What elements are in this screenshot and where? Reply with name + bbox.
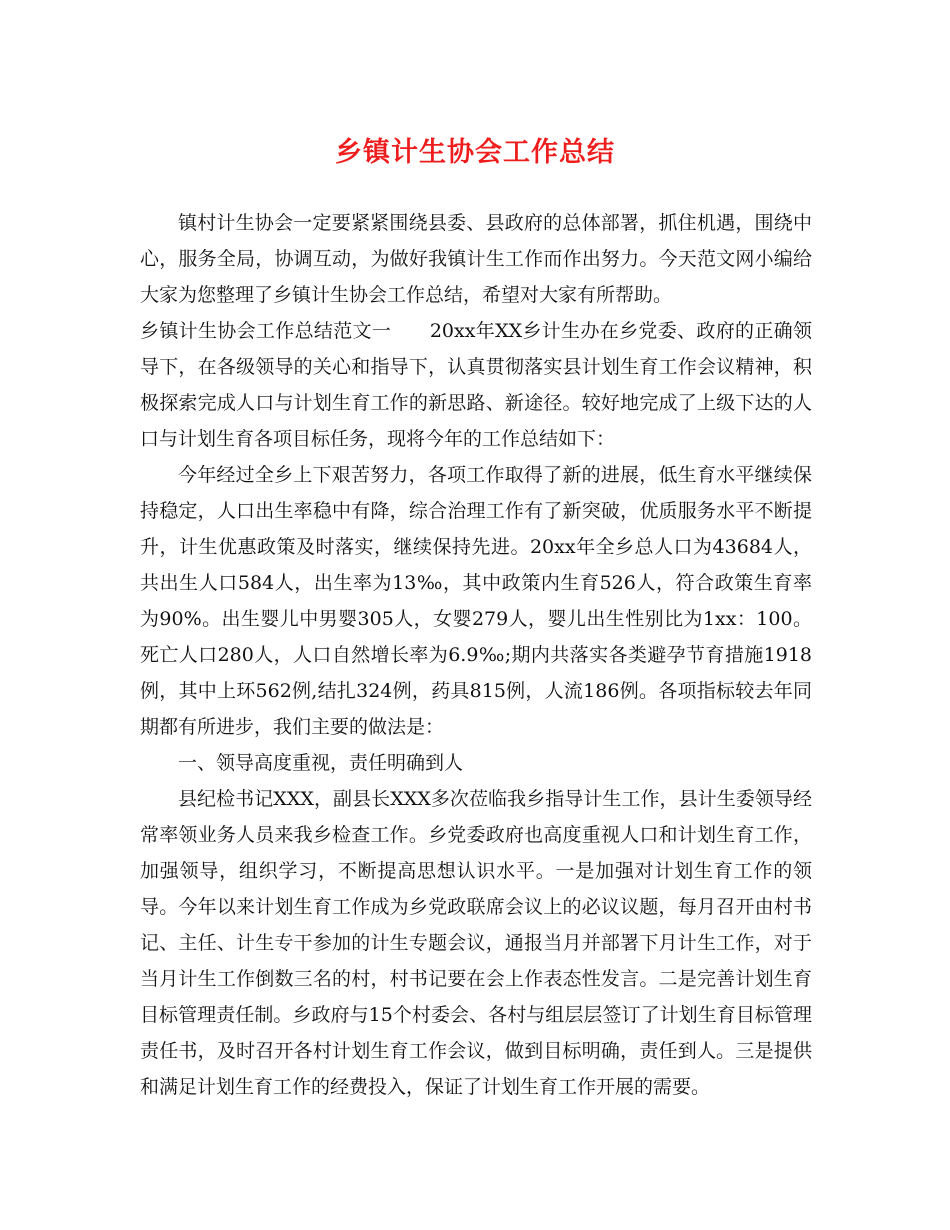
paragraph-leadership: 县纪检书记XXX，副县长XXX多次莅临我乡指导计生工作，县计生委领导经常率领业务人员来我乡检查工作。乡党委政府也高度重视人口和计划生育工作，加强领导，组织学习，不断提高思想认识水平。一是加强对计划生育工作的领导。今年以来计划生育工作成为乡党政联席会议上的必议议题，每月召开由村书记、主任、计生专干参加的计生专题会议，通报当月并部署下月计生工作，对于当月计生工作倒数三名的村，村书记要在会上作表态性发言。二是完善计划生育目标管理责任制。乡政府与15个村委会、各村与组层层签订了计划生育目标管理责任书，及时召开各村计划生育工作会议，做到目标明确，责任到人。三是提供和满足计划生育工作的经费投入，保证了计划生育工作开展的需要。 xyxy=(140,788,812,1098)
document-body xyxy=(140,205,812,1105)
section-heading-leadership: 一、领导高度重视，责任明确到人 xyxy=(178,752,464,774)
paragraph-sample-heading: 乡镇计生协会工作总结范文一 20xx年XX乡计生办在乡党委、政府的正确领导下，在各级领导的关心和指导下，认真贯彻落实县计划生育工作会议精神，积极探索完成人口与计划生育工作的新思路、新途径。较好地完成了上级下达的人口与计划生育各项目标任务，现将今年的工作总结如下： xyxy=(140,320,812,450)
document-title: 乡镇计生协会工作总结 xyxy=(335,137,615,168)
paragraph-statistics: 今年经过全乡上下艰苦努力，各项工作取得了新的进展，低生育水平继续保持稳定，人口出生率稳中有降，综合治理工作有了新突破，优质服务水平不断提升，计生优惠政策及时落实，继续保持先进。20xx年全乡总人口为43684人，共出生人口584人，出生率为13‰，其中政策内生育526人，符合政策生育率为90%。出生婴儿中男婴305人，女婴279人，婴儿出生性别比为1xx：100。死亡人口280人，人口自然增长率为6.9‰;期内共落实各类避孕节育措施1918例，其中上环562例,结扎324例，药具815例，人流186例。各项指标较去年同期都有所进步，我们主要的做法是： xyxy=(140,464,812,738)
paragraph-intro: 镇村计生协会一定要紧紧围绕县委、县政府的总体部署，抓住机遇，围绕中心，服务全局，协调互动，为做好我镇计生工作而作出努力。今天范文网小编给大家为您整理了乡镇计生协会工作总结，希望对大家有所帮助。 xyxy=(140,212,812,306)
